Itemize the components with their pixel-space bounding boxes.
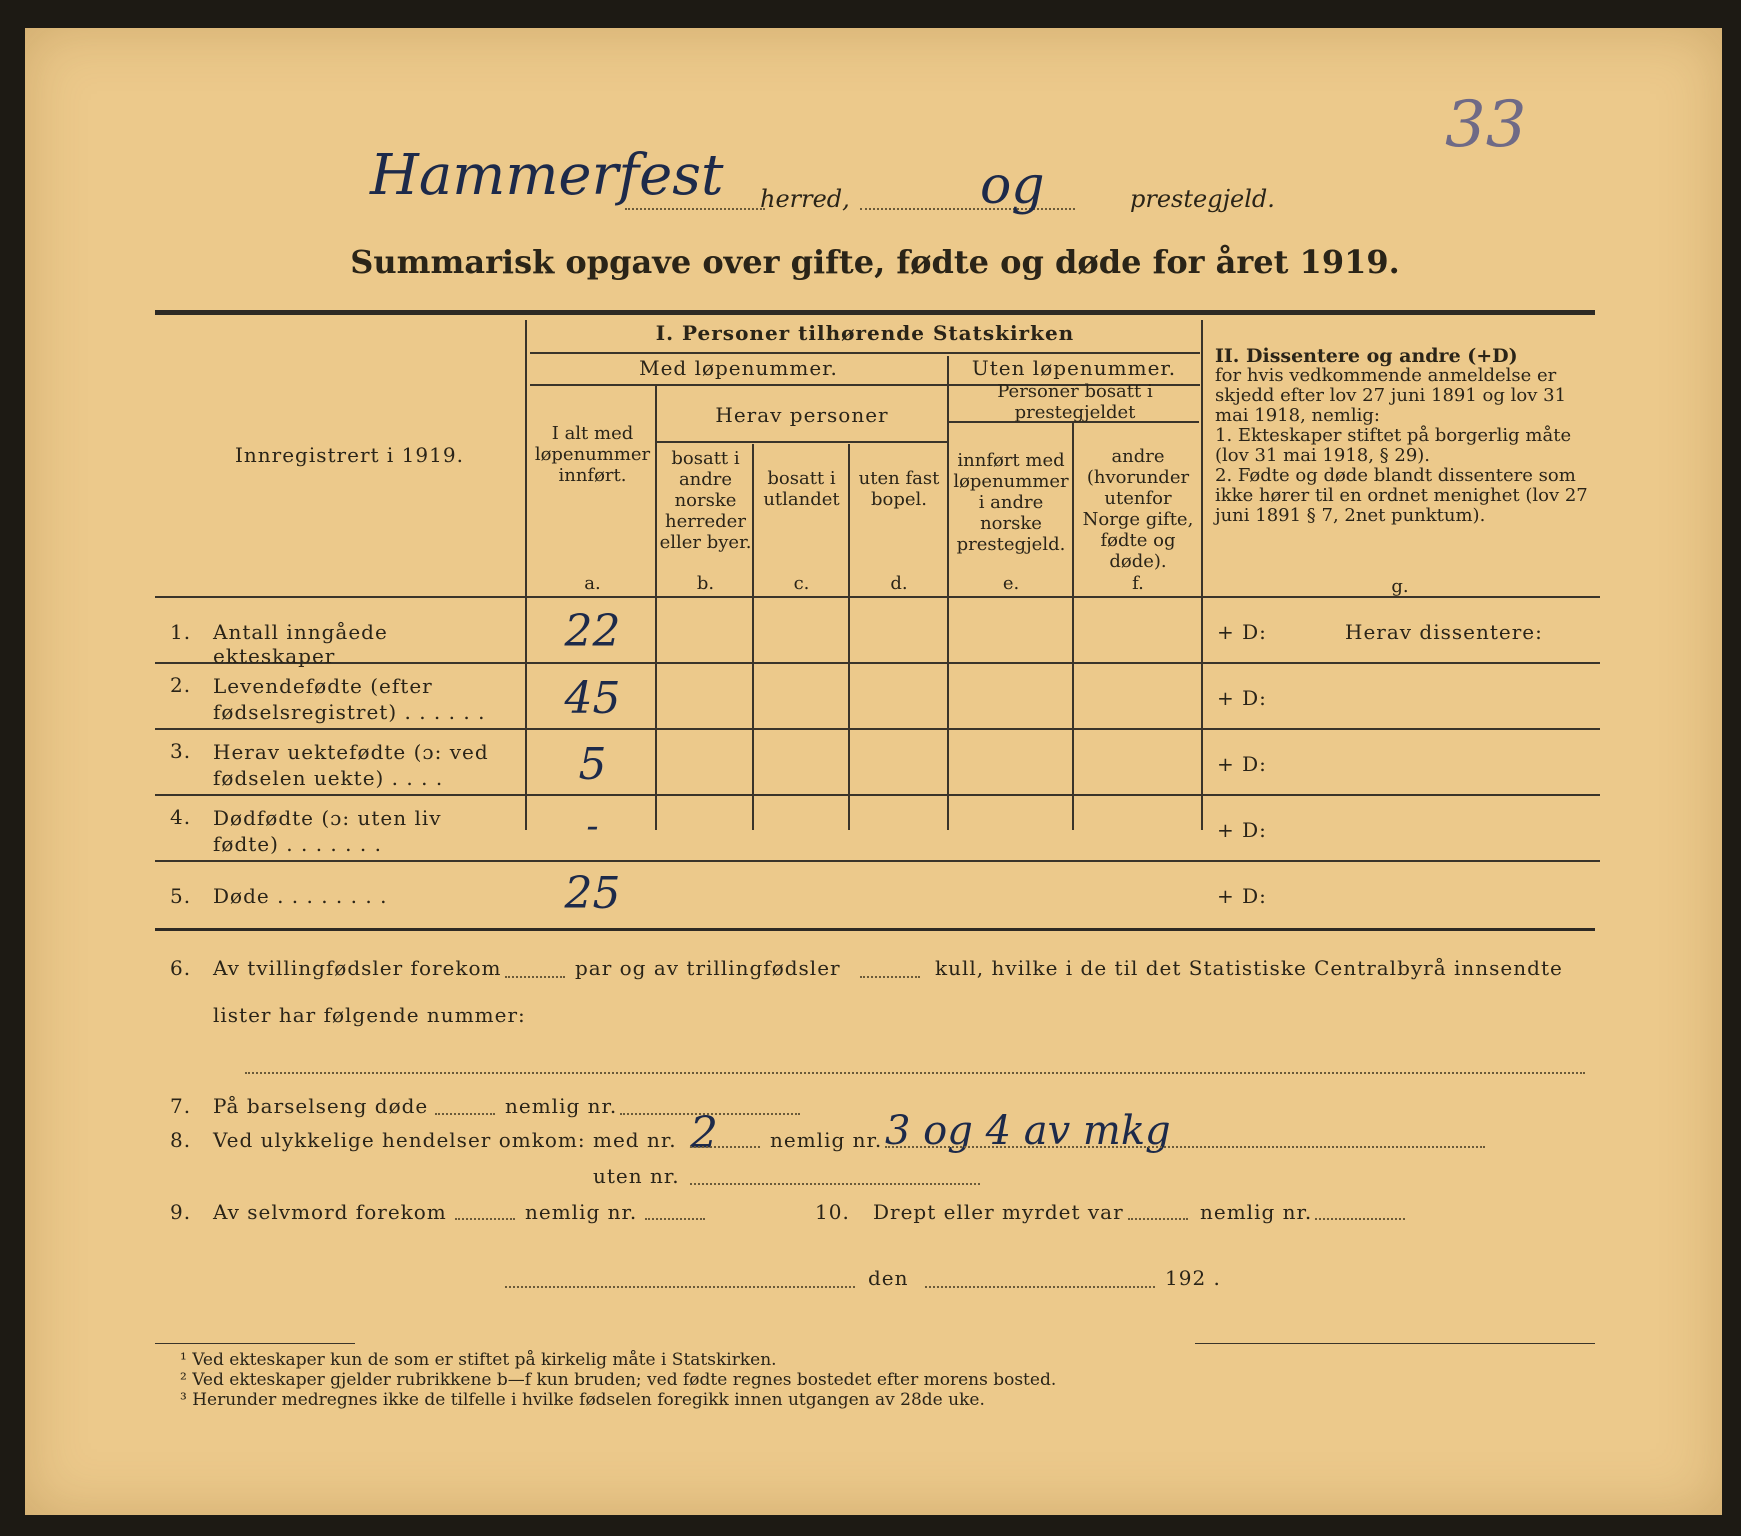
col-g-letter: g. bbox=[1391, 576, 1409, 597]
col-d-text: uten fast bopel. bbox=[858, 468, 940, 510]
line10-number: 10. bbox=[815, 1200, 850, 1224]
line6-dotline-1 bbox=[505, 976, 565, 978]
col-line-b bbox=[655, 386, 657, 830]
den-label: den bbox=[868, 1266, 909, 1290]
row1-label: Antall inngåede ekteskaper bbox=[213, 620, 388, 668]
municipality-handwritten: Hammerfest bbox=[370, 143, 724, 208]
section2-intro: for hvis vedkommende anmeldelse er skjedd efter lov 27 juni 1891 og lov 31 mai 1918, nemlig: bbox=[1215, 365, 1567, 426]
line7-number: 7. bbox=[170, 1094, 192, 1118]
table-bottom-rule bbox=[155, 928, 1595, 931]
parish-handwritten: og bbox=[980, 156, 1045, 216]
header-line-1 bbox=[530, 352, 1200, 354]
footnote-2: ² Ved ekteskaper gjelder rubrikkene b—f kun bruden; ved fødte regnes bostedet efter morens bosted. bbox=[180, 1370, 1057, 1390]
row1-dissenter: + D: bbox=[1217, 620, 1267, 644]
col-e-letter: e. bbox=[1002, 573, 1020, 594]
col-b-letter: b. bbox=[696, 573, 715, 594]
line8-nemlig-handwritten: 3 og 4 av mkg bbox=[885, 1108, 1171, 1154]
line8-uten-label: uten nr. bbox=[593, 1164, 680, 1188]
date-dotline bbox=[925, 1286, 1155, 1288]
prestegjeld-label: prestegjeld. bbox=[1130, 185, 1275, 213]
row2-number: 2. bbox=[170, 673, 192, 697]
row1-herav-dissentere: Herav dissentere: bbox=[1345, 620, 1543, 644]
line9-dotline-2 bbox=[645, 1218, 705, 1220]
section2-title: II. Dissentere og andre (+D) bbox=[1215, 345, 1518, 367]
line7-dotline-1 bbox=[435, 1113, 495, 1115]
col-d-letter: d. bbox=[890, 573, 908, 594]
herav-personer-label: Herav personer bbox=[715, 403, 889, 427]
med-lopenummer-label: Med løpenummer. bbox=[639, 356, 838, 380]
line7-text-a: På barselseng døde bbox=[213, 1094, 429, 1118]
col-e-text: innført med løpenummer i andre norske prestegjeld. bbox=[953, 450, 1069, 555]
col-b-text: bosatt i andre norske herreder eller byer. bbox=[659, 448, 752, 553]
footnote-rule-right bbox=[1195, 1343, 1595, 1344]
line7-text-b: nemlig nr. bbox=[505, 1094, 618, 1118]
line6-number: 6. bbox=[170, 956, 192, 980]
section2-item1: 1. Ekteskaper stiftet på borgerlig måte (lov 31 mai 1918, § 29). bbox=[1215, 425, 1572, 466]
col-line-g bbox=[1201, 320, 1203, 830]
section1-title: I. Personer tilhørende Statskirken bbox=[655, 321, 1075, 345]
line8-number: 8. bbox=[170, 1128, 192, 1152]
row3-value-a: 5 bbox=[578, 739, 607, 790]
municipality-dotline bbox=[625, 208, 765, 210]
line9-number: 9. bbox=[170, 1200, 192, 1224]
col-f-text: andre (hvorunder utenfor Norge gifte, fødte og døde). bbox=[1082, 446, 1194, 572]
year-label: 192 . bbox=[1165, 1266, 1221, 1290]
line10-text-a: Drept eller myrdet var bbox=[873, 1200, 1124, 1224]
row3-label: Herav uektefødte (ɔ: ved fødselen uekte) . . . . bbox=[213, 740, 489, 790]
row1-number: 1. bbox=[170, 620, 192, 644]
line8-med-label: med nr. bbox=[593, 1128, 677, 1152]
footnote-rule-left bbox=[155, 1343, 355, 1344]
col-line-f bbox=[1072, 423, 1074, 830]
line8-nemlig-label: nemlig nr. bbox=[770, 1128, 883, 1152]
line6-dotline-3 bbox=[245, 1072, 1585, 1074]
col-c-letter: c. bbox=[793, 573, 810, 594]
line6-text-d: lister har følgende nummer: bbox=[213, 1003, 526, 1027]
line6-text-b: par og av trillingfødsler bbox=[575, 956, 841, 980]
line6-dotline-2 bbox=[860, 976, 920, 978]
row3-number: 3. bbox=[170, 739, 192, 763]
top-rule bbox=[155, 310, 1595, 315]
row4-label: Dødfødte (ɔ: uten liv fødte) . . . . . . . bbox=[213, 806, 442, 856]
section2-block bbox=[1215, 346, 1600, 526]
place-dotline bbox=[505, 1286, 855, 1288]
col-line-a bbox=[525, 320, 527, 830]
row-line-4 bbox=[155, 860, 1600, 862]
row4-number: 4. bbox=[170, 805, 192, 829]
header-line-3 bbox=[657, 441, 947, 443]
line10-dotline-2 bbox=[1315, 1218, 1405, 1220]
row-line-3 bbox=[155, 794, 1600, 796]
line9-text-a: Av selvmord forekom bbox=[213, 1200, 447, 1224]
row5-number: 5. bbox=[170, 884, 192, 908]
line8-uten-dotline bbox=[690, 1183, 980, 1185]
row2-dissenter: + D: bbox=[1217, 686, 1267, 710]
section2-item2: 2. Fødte og døde blandt dissentere som ikke hører til en ordnet menighet (lov 27 juni 1891 § 7, 2net punktum). bbox=[1215, 465, 1588, 526]
line9-dotline-1 bbox=[455, 1218, 515, 1220]
row1-value-a: 22 bbox=[564, 606, 621, 657]
herred-label: herred, bbox=[760, 185, 850, 213]
line9-text-b: nemlig nr. bbox=[525, 1200, 638, 1224]
row5-label: Døde . . . . . . . . bbox=[213, 884, 388, 908]
line10-dotline-1 bbox=[1128, 1218, 1188, 1220]
uten-lopenummer-label: Uten løpenummer. bbox=[971, 356, 1177, 380]
col-line-d bbox=[848, 444, 850, 830]
line6-text-c: kull, hvilke i de til det Statistiske Centralbyrå innsendte bbox=[935, 956, 1563, 980]
innregistrert-label: Innregistrert i 1919. bbox=[235, 443, 464, 467]
line8-med-handwritten: 2 bbox=[690, 1108, 718, 1159]
col-f-letter: f. bbox=[1132, 573, 1144, 594]
row5-value-a: 25 bbox=[564, 868, 621, 919]
line8-med-dotline bbox=[690, 1146, 760, 1148]
row3-dissenter: + D: bbox=[1217, 752, 1267, 776]
col-a-text: I alt med løpenummer innført. bbox=[534, 423, 651, 486]
row4-value-a: - bbox=[586, 806, 599, 847]
col-a-letter: a. bbox=[584, 573, 601, 594]
corner-handwritten-number: 33 bbox=[1445, 88, 1527, 162]
personer-bosatt-label: Personer bosatt i prestegjeldet bbox=[997, 381, 1153, 423]
line10-text-b: nemlig nr. bbox=[1200, 1200, 1313, 1224]
col-line-e bbox=[947, 356, 949, 830]
footnotes-block bbox=[180, 1350, 1580, 1410]
row2-label: Levendefødte (efter fødselsregistret) . . . . . . bbox=[213, 674, 486, 724]
row-line-2 bbox=[155, 728, 1600, 730]
document-page bbox=[25, 28, 1722, 1515]
footnote-3: ³ Herunder medregnes ikke de tilfelle i hvilke fødselen foregikk innen utgangen av 28de uke. bbox=[180, 1390, 985, 1410]
row4-dissenter: + D: bbox=[1217, 818, 1267, 842]
line6-text-a: Av tvillingfødsler forekom bbox=[213, 956, 502, 980]
row2-value-a: 45 bbox=[564, 673, 621, 724]
row5-dissenter: + D: bbox=[1217, 884, 1267, 908]
line8-nemlig-dotline bbox=[885, 1146, 1485, 1148]
line8-text-a: Ved ulykkelige hendelser omkom: bbox=[213, 1128, 586, 1152]
page-title: Summarisk opgave over gifte, fødte og døde for året 1919. bbox=[350, 243, 1400, 281]
footnote-1: ¹ Ved ekteskaper kun de som er stiftet på kirkelig måte i Statskirken. bbox=[180, 1350, 777, 1370]
col-c-text: bosatt i utlandet bbox=[763, 468, 840, 510]
